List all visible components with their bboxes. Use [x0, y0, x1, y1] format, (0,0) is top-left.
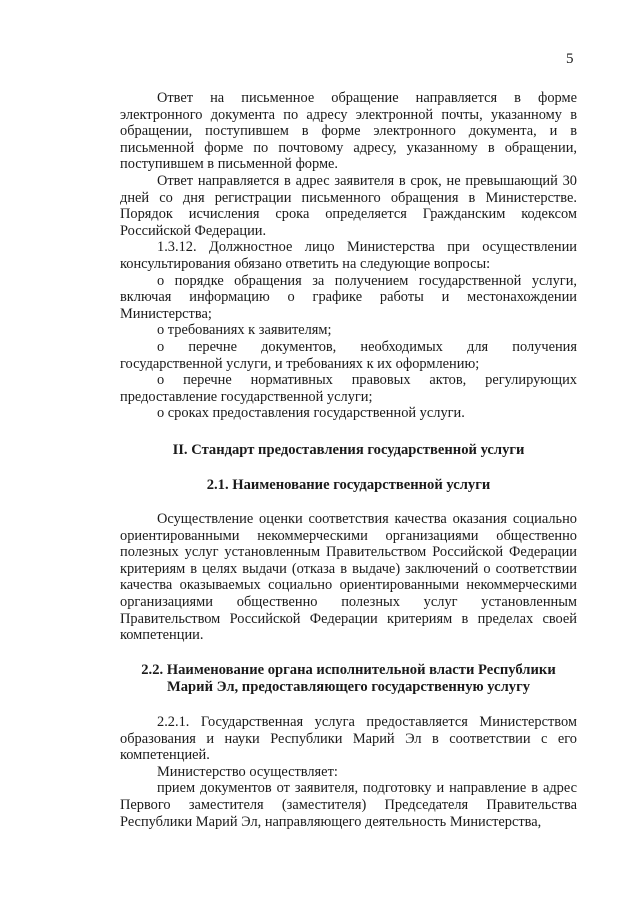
page-number: 5: [566, 51, 574, 67]
paragraph-2-2-1: 2.2.1. Государственная услуга предоставляется Министерством образования и науки Республики Марий Эл в соответствии с его компетенцией.: [120, 714, 577, 764]
paragraph-document-reception: прием документов от заявителя, подготовку и направление в адрес Первого заместителя (заместителя) Председателя Правительства Республики Марий Эл, направляющего деятельность Министерства,: [120, 780, 577, 830]
list-item-documents: о перечне документов, необходимых для получения государственной услуги, и требованиях к их оформлению;: [120, 338, 577, 372]
heading-2-1: 2.1. Наименование государственной услуги: [206, 477, 491, 493]
paragraph-reply-deadline: Ответ направляется в адрес заявителя в срок, не превышающий 30 дней со дня регистрации письменного обращения в Министерстве. Порядок исчисления срока определяется Гражданским кодексом Российской Федерации.: [120, 172, 577, 239]
paragraph-2-1: Осуществление оценки соответствия качества оказания социально ориентированными некоммерческими организациями общественно полезных услуг установленным Правительством Российской Федерации критериям в целях выдачи (отказа в выдаче) заключений о соответствии качества оказываемых социально ориентированными некоммерческими организациями общественно полезных услуг установленным Правительством Российской Федерации критериям в пределах своей компетенции.: [120, 511, 577, 644]
list-item-requirements: о требованиях к заявителям;: [157, 322, 332, 339]
paragraph-reply-form: Ответ на письменное обращение направляется в форме электронного документа по адресу электронной почты, указанному в обращении, поступившем в форме электронного документа, и в письменной форме по почтовому адресу, указанному в обращении, поступившем в письменной форме.: [120, 90, 577, 173]
section-2-heading-block: [120, 442, 577, 459]
heading-2-2-line1: 2.2. Наименование органа исполнительной власти Республики: [141, 662, 556, 678]
list-item-terms: о сроках предоставления государственной услуги.: [157, 405, 465, 422]
heading-2-1-block: [120, 477, 577, 494]
section-2-title: II. Стандарт предоставления государственной услуги: [172, 442, 525, 458]
section-2-1-body: [120, 511, 577, 644]
paragraph-1-3-12: 1.3.12. Должностное лицо Министерства при осуществлении консультирования обязано ответить на следующие вопросы:: [120, 239, 577, 272]
list-item-procedure: о порядке обращения за получением государственной услуги, включая информацию о графике работы и местонахождении Министерства;: [120, 272, 577, 322]
heading-2-2-block: [120, 662, 577, 695]
list-item-acts: о перечне нормативных правовых актов, регулирующих предоставление государственной услуги;: [120, 372, 577, 405]
intro-section: [120, 90, 577, 422]
paragraph-ministry-performs: Министерство осуществляет:: [157, 763, 338, 780]
heading-2-2-line2: Марий Эл, предоставляющего государственную услугу: [166, 678, 531, 695]
section-2-2-body: [120, 714, 577, 830]
